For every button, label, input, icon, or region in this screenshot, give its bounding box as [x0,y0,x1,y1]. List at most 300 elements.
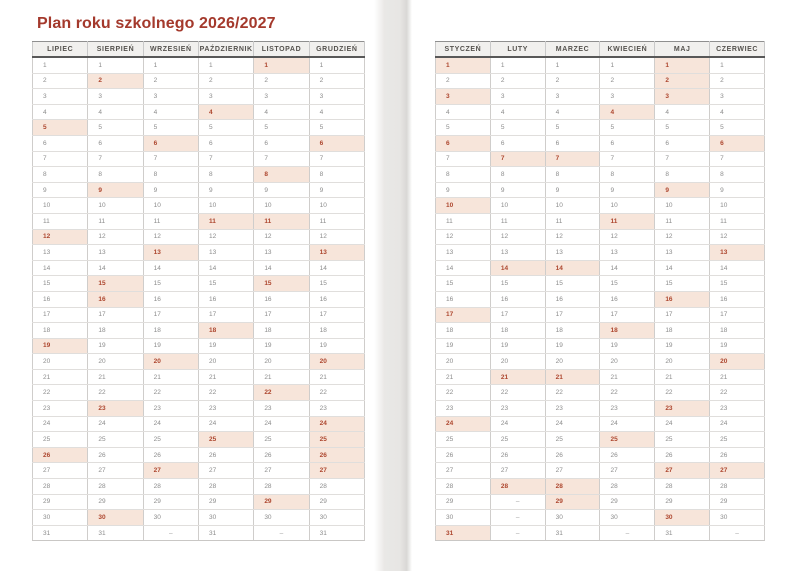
table-row [436,276,765,292]
day-cell: 28 [710,479,765,495]
day-cell: 25 [545,432,600,448]
day-cell: 4 [655,104,710,120]
day-cell: 10 [710,198,765,214]
day-cell: 18 [88,323,143,339]
page-title: Plan roku szkolnego 2026/2027 [37,15,276,32]
day-cell: 17 [198,307,253,323]
day-cell: 28 [490,479,545,495]
day-cell: 17 [490,307,545,323]
day-cell: 15 [143,276,198,292]
day-cell: 14 [490,260,545,276]
day-cell: 14 [309,260,364,276]
table-row [33,385,365,401]
day-cell: 7 [710,151,765,167]
day-cell: 27 [600,463,655,479]
day-cell: 12 [600,229,655,245]
day-cell: 18 [33,323,88,339]
day-cell: 12 [198,229,253,245]
day-cell: 23 [655,401,710,417]
day-cell: 7 [88,151,143,167]
day-cell: 30 [143,510,198,526]
day-cell: 25 [309,432,364,448]
day-cell: 2 [143,73,198,89]
day-cell: 13 [143,245,198,261]
table-row [436,245,765,261]
day-cell: 4 [88,104,143,120]
table-row [436,151,765,167]
day-cell: 31 [309,525,364,541]
day-cell: 17 [309,307,364,323]
day-cell: 8 [309,167,364,183]
day-cell: 13 [655,245,710,261]
day-cell: 11 [600,213,655,229]
day-cell: 3 [490,89,545,105]
day-cell: 2 [436,73,491,89]
day-cell: 30 [710,510,765,526]
day-cell: 9 [545,182,600,198]
day-cell: 14 [545,260,600,276]
day-cell: 18 [309,323,364,339]
day-cell: 11 [490,213,545,229]
day-cell: 28 [198,479,253,495]
day-cell: 1 [254,57,309,73]
table-row [33,401,365,417]
day-cell: 18 [198,323,253,339]
day-cell: 6 [254,135,309,151]
day-cell: 12 [254,229,309,245]
day-cell: 4 [198,104,253,120]
day-cell: 20 [545,354,600,370]
day-cell: 23 [143,401,198,417]
day-cell: 14 [436,260,491,276]
day-cell: 19 [436,338,491,354]
day-cell: 27 [143,463,198,479]
table-row [33,494,365,510]
day-cell: 24 [436,416,491,432]
day-cell: 5 [436,120,491,136]
day-cell: 7 [600,151,655,167]
day-cell: 13 [436,245,491,261]
day-cell: 8 [143,167,198,183]
day-cell: 3 [88,89,143,105]
day-cell: 8 [88,167,143,183]
day-cell: 26 [600,447,655,463]
day-cell: 6 [309,135,364,151]
day-cell: 19 [655,338,710,354]
day-cell: 29 [710,494,765,510]
day-cell: 21 [143,369,198,385]
day-cell: 1 [710,57,765,73]
day-cell: 23 [88,401,143,417]
day-cell: 2 [33,73,88,89]
day-cell: 21 [545,369,600,385]
day-cell: 12 [655,229,710,245]
table-row [436,385,765,401]
day-cell: 20 [143,354,198,370]
month-header: PAŹDZIERNIK [198,42,253,58]
month-header: STYCZEŃ [436,42,491,58]
day-cell: 8 [436,167,491,183]
day-cell: 19 [490,338,545,354]
day-cell: 30 [655,510,710,526]
day-cell: 26 [198,447,253,463]
day-cell: 11 [143,213,198,229]
day-cell: 19 [33,338,88,354]
day-cell: 24 [254,416,309,432]
table-row [33,416,365,432]
day-cell: 29 [545,494,600,510]
day-cell: 24 [309,416,364,432]
day-cell: 3 [436,89,491,105]
empty-cell: – [143,525,198,541]
table-row [33,276,365,292]
day-cell: 21 [710,369,765,385]
table-row [33,104,365,120]
day-cell: 21 [33,369,88,385]
day-cell: 5 [309,120,364,136]
day-cell: 24 [198,416,253,432]
day-cell: 22 [545,385,600,401]
day-cell: 7 [33,151,88,167]
day-cell: 13 [33,245,88,261]
day-cell: 2 [600,73,655,89]
table-row [436,338,765,354]
day-cell: 7 [254,151,309,167]
day-cell: 8 [198,167,253,183]
day-cell: 31 [655,525,710,541]
month-header: KWIECIEŃ [600,42,655,58]
table-row [436,323,765,339]
day-cell: 1 [198,57,253,73]
table-row [436,73,765,89]
day-cell: 10 [545,198,600,214]
day-cell: 10 [490,198,545,214]
day-cell: 28 [309,479,364,495]
day-cell: 14 [655,260,710,276]
day-cell: 12 [436,229,491,245]
day-cell: 24 [710,416,765,432]
day-cell: 2 [710,73,765,89]
day-cell: 1 [143,57,198,73]
day-cell: 16 [710,291,765,307]
day-cell: 7 [490,151,545,167]
table-row [33,323,365,339]
day-cell: 5 [655,120,710,136]
day-cell: 1 [655,57,710,73]
day-cell: 3 [254,89,309,105]
month-header-row [33,42,365,58]
day-cell: 25 [710,432,765,448]
day-cell: 28 [545,479,600,495]
day-cell: 12 [710,229,765,245]
day-cell: 1 [545,57,600,73]
day-cell: 31 [33,525,88,541]
day-cell: 23 [710,401,765,417]
day-cell: 29 [254,494,309,510]
day-cell: 14 [198,260,253,276]
table-row [33,198,365,214]
day-cell: 20 [710,354,765,370]
table-row [436,369,765,385]
day-cell: 16 [545,291,600,307]
day-cell: 7 [143,151,198,167]
day-cell: 8 [710,167,765,183]
day-cell: 19 [143,338,198,354]
day-cell: 24 [490,416,545,432]
day-cell: 3 [710,89,765,105]
day-cell: 2 [490,73,545,89]
day-cell: 29 [88,494,143,510]
month-header: CZERWIEC [710,42,765,58]
day-cell: 6 [600,135,655,151]
day-cell: 11 [436,213,491,229]
day-cell: 24 [88,416,143,432]
day-cell: 19 [88,338,143,354]
day-cell: 25 [88,432,143,448]
day-cell: 21 [490,369,545,385]
table-row [33,135,365,151]
day-cell: 28 [254,479,309,495]
day-cell: 20 [88,354,143,370]
day-cell: 3 [143,89,198,105]
day-cell: 22 [309,385,364,401]
day-cell: 27 [436,463,491,479]
day-cell: 7 [436,151,491,167]
day-cell: 5 [490,120,545,136]
month-header: MARZEC [545,42,600,58]
day-cell: 2 [655,73,710,89]
day-cell: 26 [655,447,710,463]
day-cell: 10 [143,198,198,214]
table-row [436,57,765,73]
day-cell: 15 [254,276,309,292]
day-cell: 17 [33,307,88,323]
day-cell: 13 [254,245,309,261]
day-cell: 1 [88,57,143,73]
day-cell: 19 [545,338,600,354]
day-cell: 21 [198,369,253,385]
empty-cell: – [600,525,655,541]
table-row [436,307,765,323]
day-cell: 13 [309,245,364,261]
table-row [436,479,765,495]
day-cell: 16 [143,291,198,307]
day-cell: 21 [655,369,710,385]
empty-cell: – [490,510,545,526]
day-cell: 5 [254,120,309,136]
day-cell: 7 [198,151,253,167]
table-row [33,245,365,261]
day-cell: 11 [710,213,765,229]
day-cell: 7 [655,151,710,167]
day-cell: 11 [655,213,710,229]
table-row [33,73,365,89]
day-cell: 17 [436,307,491,323]
day-cell: 5 [198,120,253,136]
table-row [33,479,365,495]
table-row [436,135,765,151]
day-cell: 2 [198,73,253,89]
day-cell: 14 [254,260,309,276]
day-cell: 26 [436,447,491,463]
day-cell: 25 [198,432,253,448]
day-cell: 24 [600,416,655,432]
day-cell: 21 [88,369,143,385]
day-cell: 28 [655,479,710,495]
day-cell: 24 [143,416,198,432]
day-cell: 16 [436,291,491,307]
day-cell: 9 [88,182,143,198]
day-cell: 3 [309,89,364,105]
day-cell: 31 [436,525,491,541]
table-row [33,525,365,541]
day-cell: 14 [88,260,143,276]
day-cell: 23 [198,401,253,417]
day-cell: 20 [600,354,655,370]
table-row [33,213,365,229]
table-row [33,89,365,105]
day-cell: 26 [710,447,765,463]
day-cell: 7 [545,151,600,167]
day-cell: 4 [436,104,491,120]
day-cell: 2 [88,73,143,89]
day-cell: 7 [309,151,364,167]
table-row [33,167,365,183]
day-cell: 28 [143,479,198,495]
day-cell: 27 [33,463,88,479]
month-header: WRZESIEŃ [143,42,198,58]
day-cell: 27 [545,463,600,479]
day-cell: 15 [600,276,655,292]
table-row [436,447,765,463]
day-cell: 12 [309,229,364,245]
day-cell: 22 [436,385,491,401]
day-cell: 5 [545,120,600,136]
day-cell: 1 [490,57,545,73]
day-cell: 6 [490,135,545,151]
day-cell: 31 [545,525,600,541]
day-cell: 17 [710,307,765,323]
table-row [436,432,765,448]
day-cell: 16 [88,291,143,307]
day-cell: 29 [33,494,88,510]
day-cell: 14 [710,260,765,276]
day-cell: 8 [490,167,545,183]
day-cell: 26 [490,447,545,463]
day-cell: 29 [600,494,655,510]
table-row [436,525,765,541]
day-cell: 6 [436,135,491,151]
day-cell: 20 [436,354,491,370]
day-cell: 17 [88,307,143,323]
day-cell: 5 [710,120,765,136]
day-cell: 15 [710,276,765,292]
day-cell: 3 [33,89,88,105]
day-cell: 9 [490,182,545,198]
day-cell: 11 [88,213,143,229]
day-cell: 17 [143,307,198,323]
day-cell: 18 [254,323,309,339]
table-row [436,104,765,120]
day-cell: 16 [254,291,309,307]
day-cell: 14 [600,260,655,276]
month-header-row [436,42,765,58]
day-cell: 16 [309,291,364,307]
day-cell: 26 [33,447,88,463]
day-cell: 24 [655,416,710,432]
day-cell: 27 [198,463,253,479]
table-row [436,167,765,183]
day-cell: 27 [254,463,309,479]
day-cell: 26 [143,447,198,463]
day-cell: 15 [490,276,545,292]
day-cell: 6 [655,135,710,151]
day-cell: 30 [33,510,88,526]
day-cell: 11 [545,213,600,229]
day-cell: 13 [710,245,765,261]
day-cell: 22 [600,385,655,401]
day-cell: 18 [710,323,765,339]
day-cell: 3 [198,89,253,105]
day-cell: 23 [254,401,309,417]
day-cell: 24 [33,416,88,432]
day-cell: 4 [309,104,364,120]
day-cell: 10 [88,198,143,214]
day-cell: 29 [143,494,198,510]
day-cell: 18 [490,323,545,339]
day-cell: 17 [545,307,600,323]
table-row [33,151,365,167]
day-cell: 25 [436,432,491,448]
table-row [33,354,365,370]
day-cell: 13 [490,245,545,261]
day-cell: 27 [309,463,364,479]
page-left [32,41,365,541]
day-cell: 15 [309,276,364,292]
day-cell: 25 [33,432,88,448]
day-cell: 2 [254,73,309,89]
day-cell: 20 [254,354,309,370]
day-cell: 8 [545,167,600,183]
day-cell: 6 [88,135,143,151]
day-cell: 25 [600,432,655,448]
day-cell: 20 [490,354,545,370]
day-cell: 8 [655,167,710,183]
table-row [33,307,365,323]
day-cell: 12 [88,229,143,245]
day-cell: 9 [198,182,253,198]
table-row [436,182,765,198]
day-cell: 5 [88,120,143,136]
day-cell: 9 [600,182,655,198]
day-cell: 23 [600,401,655,417]
day-cell: 8 [254,167,309,183]
day-cell: 28 [436,479,491,495]
day-cell: 11 [254,213,309,229]
day-cell: 28 [600,479,655,495]
book-spine [374,0,412,571]
month-header: LISTOPAD [254,42,309,58]
day-cell: 26 [545,447,600,463]
day-cell: 22 [198,385,253,401]
day-cell: 13 [545,245,600,261]
day-cell: 15 [545,276,600,292]
day-cell: 23 [309,401,364,417]
day-cell: 19 [600,338,655,354]
table-row [33,338,365,354]
table-row [436,229,765,245]
day-cell: 2 [309,73,364,89]
